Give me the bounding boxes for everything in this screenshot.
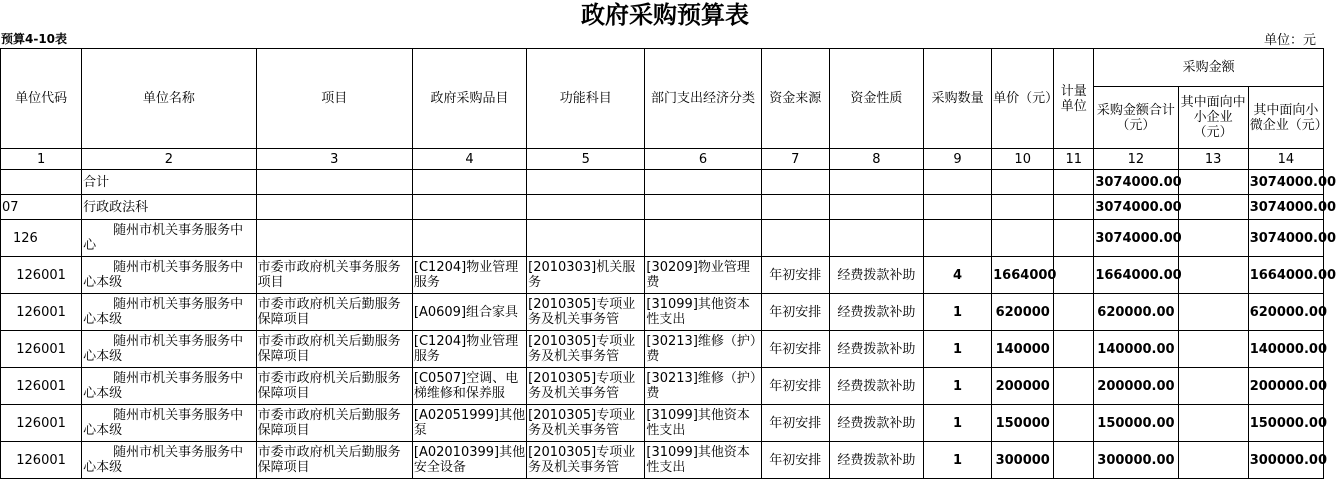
row-project: 市委市政府机关后勤服务保障项目 (257, 408, 401, 438)
header-unit-price: 单价（元） (992, 49, 1054, 149)
row-total: 300000.00 (1094, 442, 1178, 479)
header-unit-code: 单位代码 (1, 49, 82, 149)
row-total: 620000.00 (1094, 294, 1178, 331)
row-nature: 经费拨款补助 (829, 294, 923, 331)
row-code: 126001 (1, 331, 82, 368)
row-code (1, 170, 82, 195)
row-project: 市委市政府机关后勤服务保障项目 (257, 334, 401, 364)
row-micro: 620000.00 (1248, 294, 1323, 331)
table-row (1, 442, 1324, 479)
row-price: 300000 (992, 442, 1054, 479)
row-unit (1054, 331, 1094, 368)
row-sme (1178, 331, 1248, 368)
row-item: [C0507]空调、电梯维修和保养服 (413, 371, 519, 401)
row-unit (1054, 257, 1094, 294)
row-micro: 140000.00 (1248, 331, 1323, 368)
header-measure-unit: 计量单位 (1054, 49, 1094, 149)
row-total: 3074000.00 (1094, 195, 1178, 220)
row-micro: 1664000.00 (1248, 257, 1323, 294)
row-sme (1178, 368, 1248, 405)
row-quantity: 1 (924, 368, 992, 405)
row-item: [C1204]物业管理服务 (413, 260, 519, 290)
row-item: [A02010399]其他安全设备 (413, 445, 526, 475)
row-code: 126 (1, 220, 82, 257)
row-code: 126001 (1, 257, 82, 294)
header-procurement-item: 政府采购品目 (412, 49, 526, 149)
col-number: 2 (82, 149, 256, 170)
row-price: 140000 (992, 331, 1054, 368)
header-fund-source: 资金来源 (761, 49, 829, 149)
row-price: 1664000 (992, 257, 1054, 294)
table-row (1, 368, 1324, 405)
row-total: 140000.00 (1094, 331, 1178, 368)
col-number: 5 (527, 149, 645, 170)
row-sme (1178, 442, 1248, 479)
row-unit (1054, 368, 1094, 405)
row-economic: [30209]物业管理费 (646, 260, 750, 290)
col-number: 3 (256, 149, 412, 170)
page-title: 政府采购预算表 (581, 0, 749, 29)
row-source: 年初安排 (761, 294, 829, 331)
row-sme (1178, 257, 1248, 294)
row-code: 07 (1, 195, 82, 220)
row-micro: 3074000.00 (1248, 195, 1323, 220)
row-name: 随州市机关事务服务中心本级 (83, 334, 244, 364)
row-code: 126001 (1, 368, 82, 405)
row-name: 合计 (82, 170, 256, 195)
row-total: 150000.00 (1094, 405, 1178, 442)
header-amount-group: 采购金额 (1094, 49, 1324, 87)
row-source: 年初安排 (761, 442, 829, 479)
table-row (1, 294, 1324, 331)
unit-label: 单位：元 (1263, 33, 1316, 48)
summary-row-total (1, 170, 1324, 195)
row-unit (1054, 294, 1094, 331)
row-name: 随州市机关事务服务中心本级 (83, 260, 244, 290)
row-source: 年初安排 (761, 331, 829, 368)
row-quantity: 4 (924, 257, 992, 294)
col-number: 8 (829, 149, 923, 170)
row-name: 行政政法科 (82, 195, 256, 220)
row-name: 随州市机关事务服务中心 (82, 220, 256, 257)
row-nature: 经费拨款补助 (829, 442, 923, 479)
row-economic: [31099]其他资本性支出 (646, 445, 750, 475)
header-unit-name: 单位名称 (82, 49, 256, 149)
table-row (1, 331, 1324, 368)
row-economic: [30213]维修（护）费 (646, 371, 757, 401)
row-source: 年初安排 (761, 257, 829, 294)
row-price: 150000 (992, 405, 1054, 442)
row-nature: 经费拨款补助 (829, 405, 923, 442)
row-project: 市委市政府机关事务服务项目 (257, 260, 401, 290)
header-fund-nature: 资金性质 (829, 49, 923, 149)
row-name: 随州市机关事务服务中心本级 (83, 297, 244, 327)
row-micro: 200000.00 (1248, 368, 1323, 405)
col-number: 12 (1094, 149, 1178, 170)
row-item: [C1204]物业管理服务 (413, 334, 519, 364)
table-row (1, 405, 1324, 442)
row-economic: [31099]其他资本性支出 (646, 297, 750, 327)
row-function: [2010305]专项业务及机关事务管 (528, 334, 636, 364)
row-function: [2010305]专项业务及机关事务管 (528, 371, 636, 401)
row-total: 3074000.00 (1094, 220, 1178, 257)
summary-row-agency (1, 220, 1324, 257)
header-project: 项目 (256, 49, 412, 149)
procurement-table (0, 48, 1336, 479)
row-micro: 150000.00 (1248, 405, 1323, 442)
col-number: 1 (1, 149, 82, 170)
row-function: [2010305]专项业务及机关事务管 (528, 408, 636, 438)
row-quantity: 1 (924, 405, 992, 442)
header-quantity: 采购数量 (924, 49, 992, 149)
header-amount-total: 采购金额合计（元） (1094, 87, 1178, 149)
row-item: [A02051999]其他泵 (413, 408, 526, 438)
row-code: 126001 (1, 405, 82, 442)
col-number: 7 (761, 149, 829, 170)
row-source: 年初安排 (761, 368, 829, 405)
row-total: 1664000.00 (1094, 257, 1178, 294)
row-function: [2010305]专项业务及机关事务管 (528, 297, 636, 327)
row-nature: 经费拨款补助 (829, 368, 923, 405)
col-number: 10 (992, 149, 1054, 170)
row-unit (1054, 405, 1094, 442)
row-unit (1054, 442, 1094, 479)
row-micro: 300000.00 (1248, 442, 1323, 479)
col-number: 9 (924, 149, 992, 170)
row-total: 3074000.00 (1094, 170, 1178, 195)
row-nature: 经费拨款补助 (829, 257, 923, 294)
row-name: 随州市机关事务服务中心本级 (83, 371, 244, 401)
row-code: 126001 (1, 294, 82, 331)
row-price: 620000 (992, 294, 1054, 331)
row-nature: 经费拨款补助 (829, 331, 923, 368)
header-micro: 其中面向小微企业（元） (1248, 87, 1323, 149)
col-number: 14 (1248, 149, 1323, 170)
row-economic: [30213]维修（护）费 (646, 334, 757, 364)
row-total: 200000.00 (1094, 368, 1178, 405)
row-quantity: 1 (924, 331, 992, 368)
col-number: 6 (645, 149, 761, 170)
row-name: 随州市机关事务服务中心本级 (83, 408, 244, 438)
col-number: 13 (1178, 149, 1248, 170)
header-sme: 其中面向中小企业（元） (1178, 87, 1248, 149)
row-code: 126001 (1, 442, 82, 479)
row-quantity: 1 (924, 442, 992, 479)
row-economic: [31099]其他资本性支出 (646, 408, 750, 438)
col-number: 11 (1054, 149, 1094, 170)
header-function-subject: 功能科目 (527, 49, 645, 149)
column-number-row (1, 149, 1324, 170)
col-number: 4 (412, 149, 526, 170)
row-source: 年初安排 (761, 405, 829, 442)
row-price: 200000 (992, 368, 1054, 405)
row-name: 随州市机关事务服务中心本级 (83, 445, 244, 475)
row-project: 市委市政府机关后勤服务保障项目 (257, 297, 401, 327)
header-economic-class: 部门支出经济分类 (645, 49, 761, 149)
summary-row-department (1, 195, 1324, 220)
row-sme (1178, 294, 1248, 331)
row-quantity: 1 (924, 294, 992, 331)
table-id-label: 预算4-10表 (1, 32, 68, 46)
row-micro: 3074000.00 (1248, 220, 1323, 257)
row-function: [2010305]专项业务及机关事务管 (528, 445, 636, 475)
header-row-1 (1, 49, 1324, 87)
row-project: 市委市政府机关后勤服务保障项目 (257, 445, 401, 475)
row-project: 市委市政府机关后勤服务保障项目 (257, 371, 401, 401)
row-item: [A0609]组合家具 (413, 304, 519, 320)
row-sme (1178, 405, 1248, 442)
table-row (1, 257, 1324, 294)
row-function: [2010303]机关服务 (528, 260, 636, 290)
row-micro: 3074000.00 (1248, 170, 1323, 195)
